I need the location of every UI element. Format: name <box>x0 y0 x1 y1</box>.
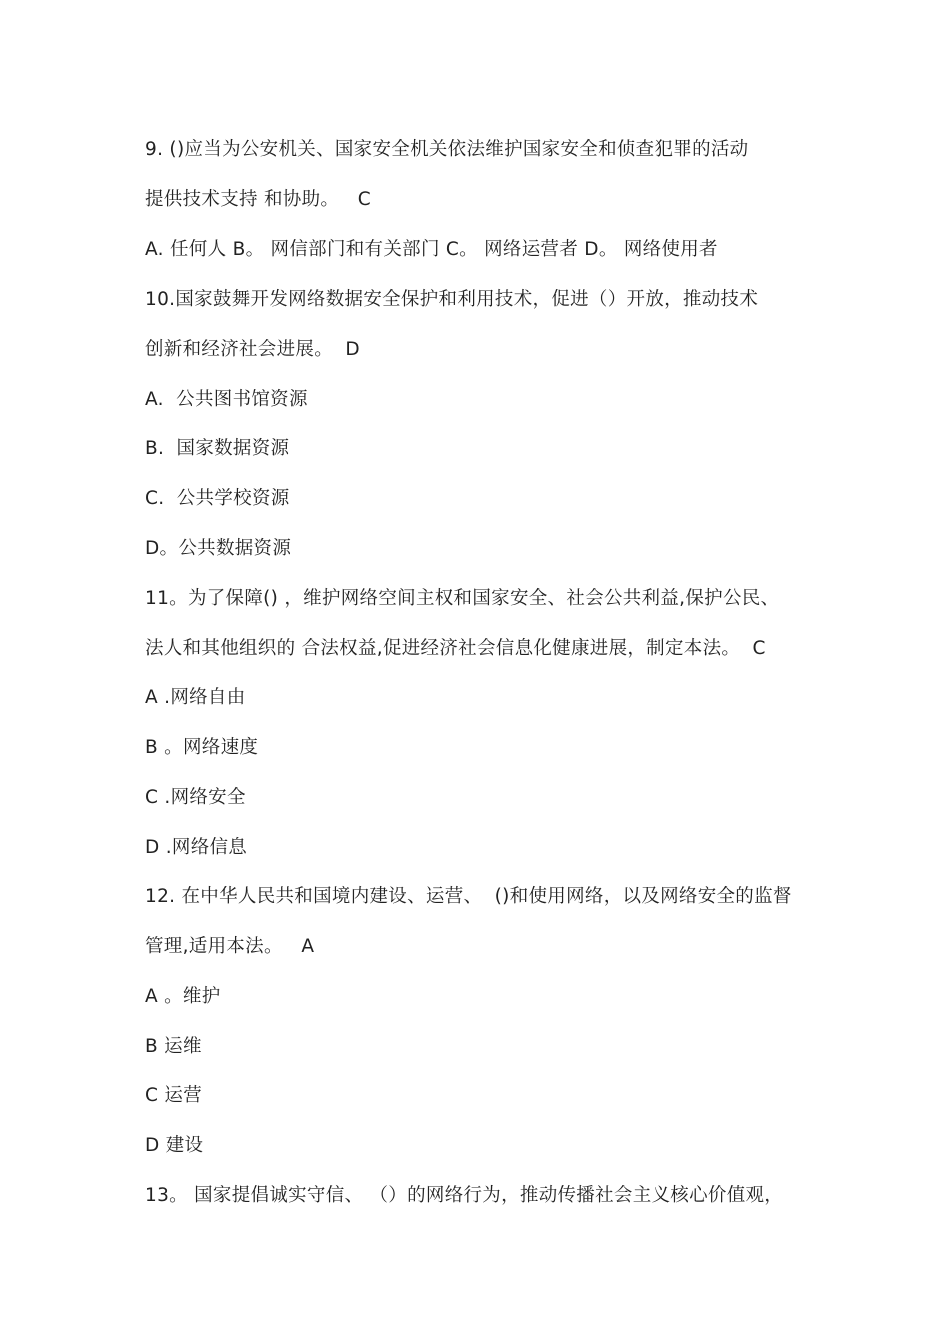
question-10-option-d: D。公共数据资源 <box>145 538 292 559</box>
question-9-line-1: 9. ()应当为公安机关、国家安全机关依法维护国家安全和侦查犯罪的活动 <box>145 139 749 160</box>
question-12-option-d: D 建设 <box>145 1135 204 1156</box>
question-11-option-c: C .网络安全 <box>145 787 246 808</box>
question-10-line-2: 创新和经济社会进展。 D <box>145 339 360 360</box>
question-10-option-b: B. 国家数据资源 <box>145 438 290 459</box>
question-12-line-1: 12. 在中华人民共和国境内建设、运营、 ()和使用网络，以及网络安全的监督 <box>145 886 792 907</box>
question-13-line-1: 13。 国家提倡诚实守信、 （）的网络行为，推动传播社会主义核心价值观， <box>145 1185 784 1206</box>
question-11-option-b: B 。网络速度 <box>145 737 259 758</box>
question-12-line-2: 管理,适用本法。 A <box>145 936 315 957</box>
question-12-option-a: A 。维护 <box>145 986 221 1007</box>
question-9-options: A. 任何人 B。 网信部门和有关部门 C。 网络运营者 D。 网络使用者 <box>145 239 718 260</box>
question-12-option-b: B 运维 <box>145 1036 202 1057</box>
question-12-option-c: C 运营 <box>145 1085 202 1106</box>
question-11-line-2: 法人和其他组织的 合法权益,促进经济社会信息化健康进展，制定本法。 C <box>145 638 766 659</box>
question-11-option-a: A .网络自由 <box>145 687 246 708</box>
question-10-option-c: C. 公共学校资源 <box>145 488 290 509</box>
question-11-option-d: D .网络信息 <box>145 837 248 858</box>
question-11-line-1: 11。为了保障() ，维护网络空间主权和国家安全、社会公共利益,保护公民、 <box>145 588 780 609</box>
question-10-line-1: 10.国家鼓舞开发网络数据安全保护和利用技术，促进（）开放，推动技术 <box>145 289 759 310</box>
question-10-option-a: A. 公共图书馆资源 <box>145 389 308 410</box>
question-9-line-2: 提供技术支持 和协助。 C <box>145 189 371 210</box>
